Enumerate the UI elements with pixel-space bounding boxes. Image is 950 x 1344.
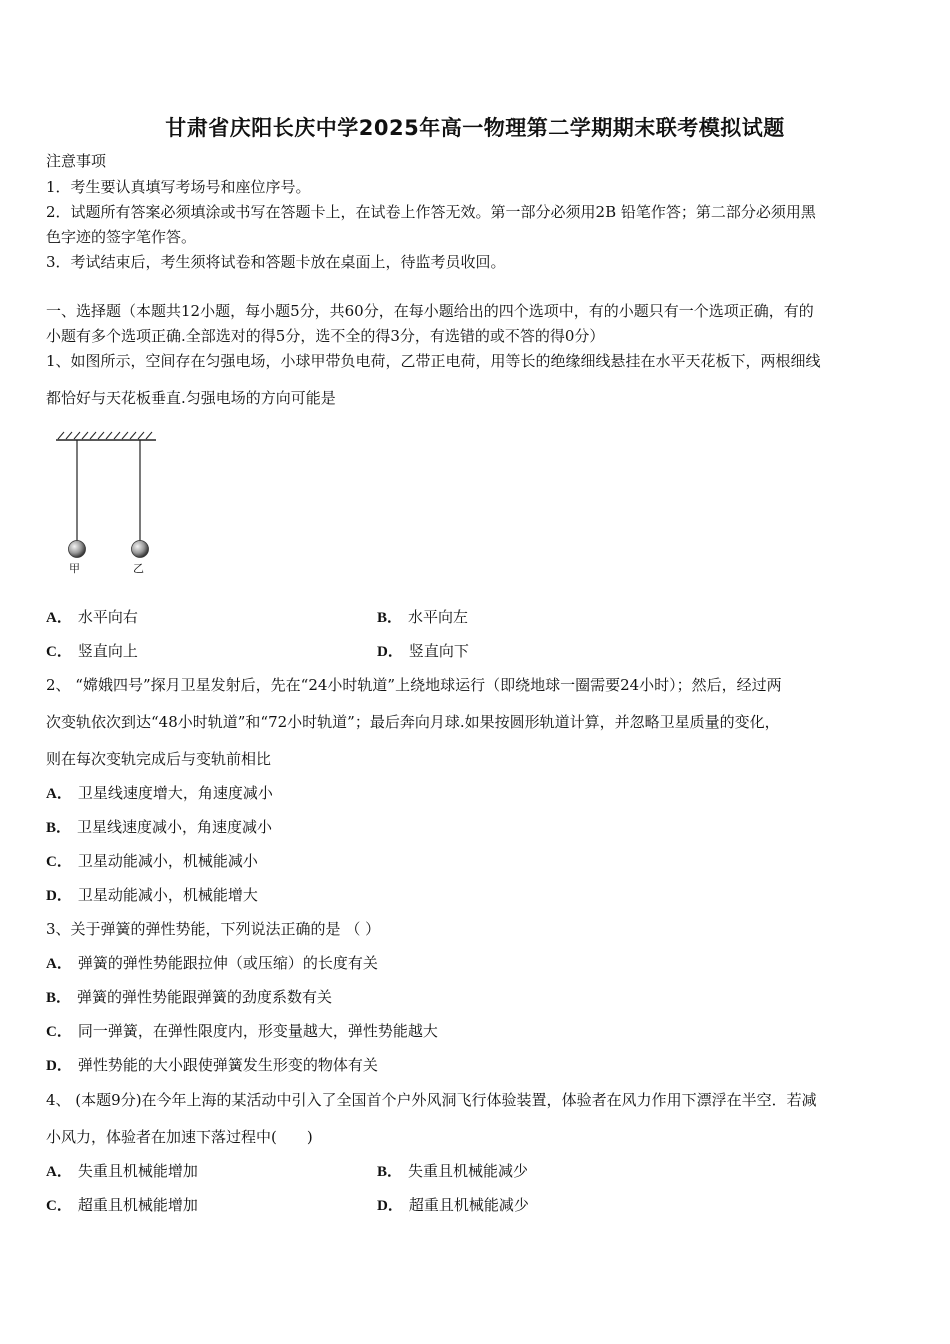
option-letter: D． [377, 1198, 403, 1214]
option-letter: C． [46, 1024, 72, 1040]
option-text: 超重且机械能增加 [77, 1196, 198, 1214]
option-letter: A． [46, 1164, 72, 1180]
q3-option-d[interactable] [46, 1055, 378, 1076]
q3-stem-line1: 3、关于弹簧的弹性势能，下列说法正确的是 （ ） [46, 920, 381, 938]
q4-option-b[interactable] [377, 1161, 528, 1182]
q1-stem-line2: 都恰好与天花板垂直.匀强电场的方向可能是 [46, 389, 336, 407]
option-text: 竖直向下 [408, 642, 469, 660]
option-text: 弹簧的弹性势能跟弹簧的劲度系数有关 [77, 988, 333, 1006]
option-letter: B． [46, 820, 72, 836]
q4-option-a[interactable] [46, 1161, 198, 1182]
option-letter: A． [46, 956, 72, 972]
section-heading-line2: 小题有多个选项正确.全部选对的得5分，选不全的得3分，有选错的或不答的得0分） [46, 327, 605, 345]
notice-heading: 注意事项 [46, 152, 107, 170]
option-text: 失重且机械能减少 [408, 1162, 529, 1180]
option-text: 竖直向上 [77, 642, 138, 660]
pendulum-diagram [54, 428, 164, 578]
option-text: 超重且机械能减少 [408, 1196, 529, 1214]
option-letter: C． [46, 1198, 72, 1214]
label-yi: 乙 [133, 562, 144, 575]
option-text: 同一弹簧，在弹性限度内，形变量越大，弹性势能越大 [77, 1022, 438, 1040]
option-letter: B． [377, 610, 403, 626]
option-letter: A． [46, 610, 72, 626]
option-letter: B． [46, 990, 72, 1006]
q4-stem-line1: 4、 (本题9分)在今年上海的某活动中引入了全国首个户外风洞飞行体验装置，体验者在风力作用下漂浮在半空．若减 [46, 1091, 817, 1109]
q1-option-c[interactable] [46, 641, 138, 662]
ball-jia [69, 541, 86, 558]
option-letter: B． [377, 1164, 403, 1180]
option-text: 卫星动能减小，机械能减小 [77, 852, 258, 870]
q2-stem-line2: 次变轨依次到达“48小时轨道”和“72小时轨道”；最后奔向月球.如果按圆形轨道计算，并忽略卫星质量的变化， [46, 713, 780, 731]
option-text: 失重且机械能增加 [77, 1162, 198, 1180]
notice-item-1: 1．考生要认真填写考场号和座位序号。 [46, 178, 311, 196]
option-letter: D． [377, 644, 403, 660]
page-title: 甘肃省庆阳长庆中学2025年高一物理第二学期期末联考模拟试题 [165, 116, 785, 140]
q2-option-a[interactable] [46, 783, 273, 804]
option-text: 水平向左 [408, 608, 469, 626]
q3-option-a[interactable] [46, 953, 378, 974]
q1-pendulum-figure [54, 428, 164, 582]
notice-item-2: 2．试题所有答案必须填涂或书写在答题卡上，在试卷上作答无效。第一部分必须用2B 铅笔作答；第二部分必须用黑 [46, 203, 816, 221]
label-jia: 甲 [69, 562, 80, 575]
q1-option-a[interactable] [46, 607, 138, 628]
q4-option-d[interactable] [377, 1195, 529, 1216]
option-letter: D． [46, 888, 72, 904]
option-text: 卫星线速度增大，角速度减小 [77, 784, 273, 802]
option-letter: A． [46, 786, 72, 802]
q4-option-c[interactable] [46, 1195, 198, 1216]
ceiling-hatch [58, 432, 152, 439]
option-letter: C． [46, 644, 72, 660]
q2-stem-line3: 则在每次变轨完成后与变轨前相比 [46, 750, 272, 768]
q4-stem-line2: 小风力，体验者在加速下落过程中( ) [46, 1128, 313, 1146]
option-text: 弹簧的弹性势能跟拉伸（或压缩）的长度有关 [77, 954, 378, 972]
option-text: 弹性势能的大小跟使弹簧发生形变的物体有关 [77, 1056, 378, 1074]
notice-item-3: 3．考试结束后，考生须将试卷和答题卡放在桌面上，待监考员收回。 [46, 253, 506, 271]
q1-option-d[interactable] [377, 641, 469, 662]
q2-option-d[interactable] [46, 885, 258, 906]
option-text: 卫星线速度减小，角速度减小 [77, 818, 273, 836]
option-text: 卫星动能减小，机械能增大 [77, 886, 258, 904]
q3-option-b[interactable] [46, 987, 332, 1008]
q2-stem-line1: 2、 “嫦娥四号”探月卫星发射后，先在“24小时轨道”上绕地球运行（即绕地球一圈需要24小时）；然后，经过两 [46, 676, 782, 694]
option-letter: D． [46, 1058, 72, 1074]
q2-option-b[interactable] [46, 817, 272, 838]
q1-stem-line1: 1、如图所示，空间存在匀强电场，小球甲带负电荷，乙带正电荷，用等长的绝缘细线悬挂在水平天花板下，两根细线 [46, 352, 821, 370]
q1-option-b[interactable] [377, 607, 468, 628]
option-text: 水平向右 [77, 608, 138, 626]
option-letter: C． [46, 854, 72, 870]
ball-yi [132, 541, 149, 558]
section-heading-line1: 一、选择题（本题共12小题，每小题5分，共60分，在每小题给出的四个选项中，有的小题只有一个选项正确，有的 [46, 302, 814, 320]
q3-option-c[interactable] [46, 1021, 438, 1042]
notice-item-2-cont: 色字迹的签字笔作答。 [46, 228, 197, 246]
q2-option-c[interactable] [46, 851, 258, 872]
